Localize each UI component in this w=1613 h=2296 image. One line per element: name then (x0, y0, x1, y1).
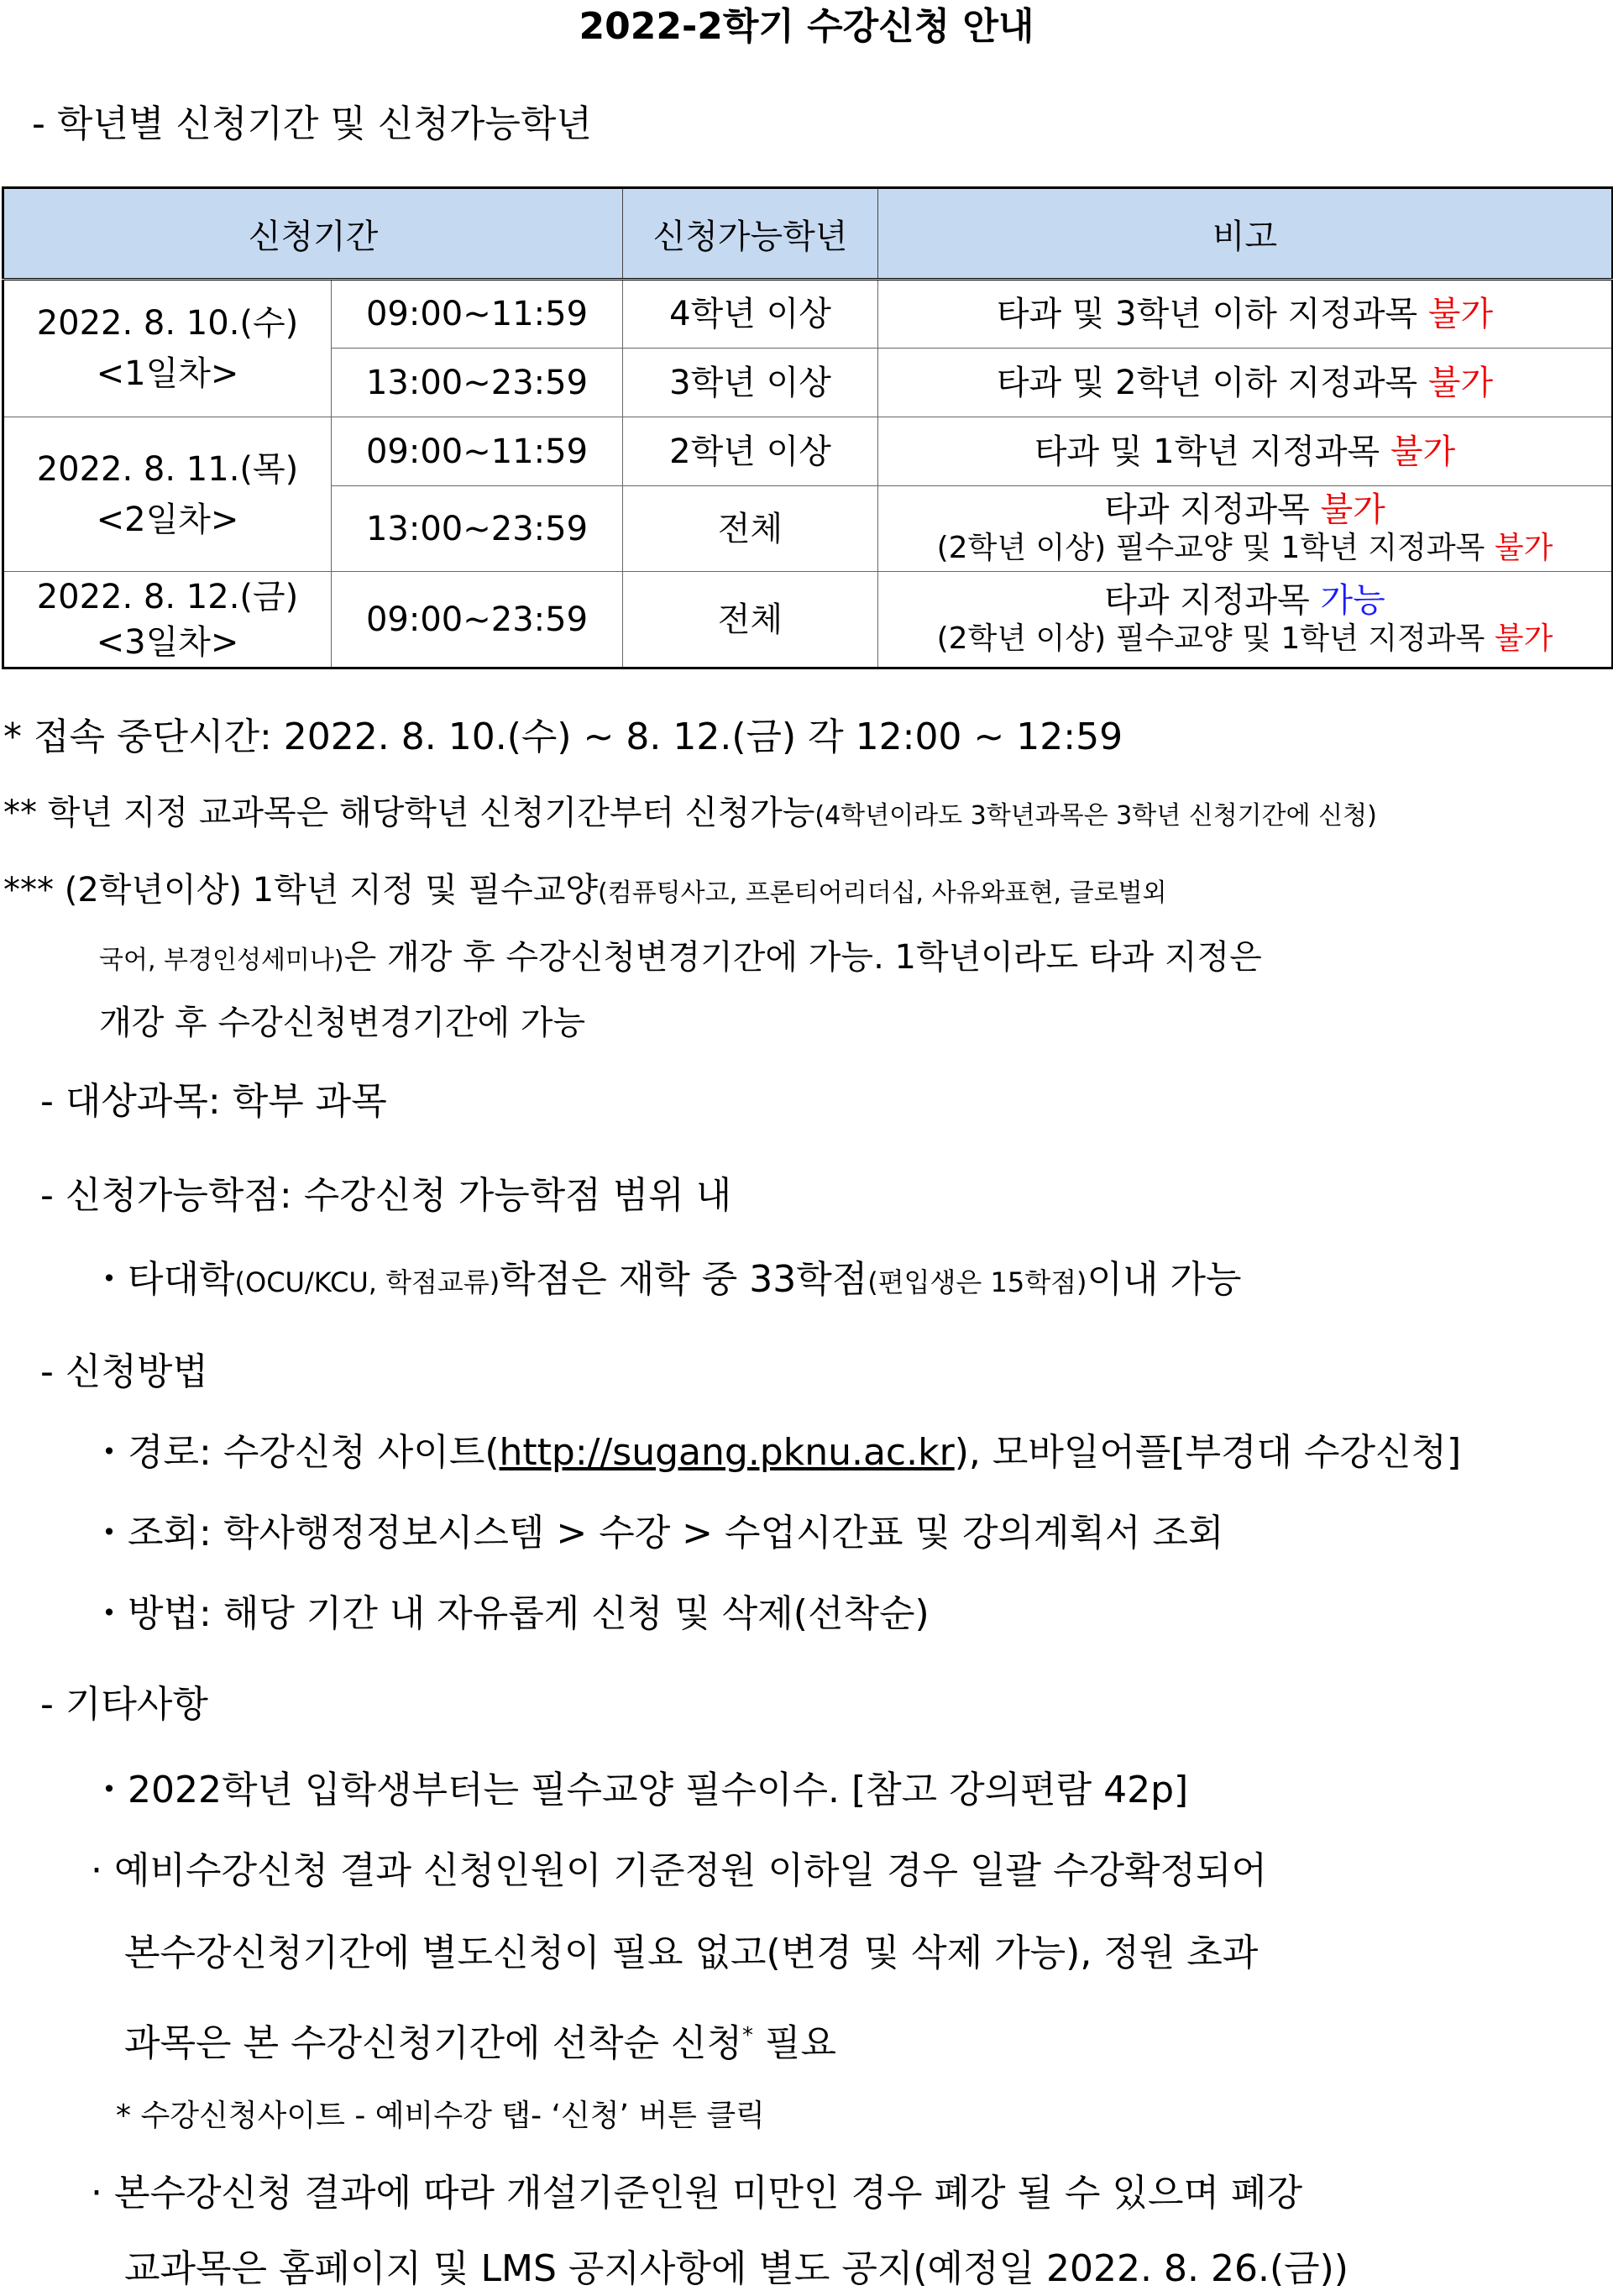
day-cell (3, 280, 332, 417)
grade-cell: 4학년 이상 (623, 280, 878, 349)
time-cell: 09:00~11:59 (332, 417, 623, 486)
day-cell (3, 572, 332, 668)
note-required-liberal-l2 (99, 934, 1262, 984)
note-small: (4학년이라도 3학년과목은 3학년 신청기간에 신청) (814, 801, 1377, 831)
status-text: 가능 (1320, 580, 1385, 620)
note-small: 국어, 부경인성세미나) (99, 946, 344, 975)
section-heading-schedule: - 학년별 신청기간 및 신청가능학년 (32, 102, 592, 145)
method-lookup: ・조회: 학사행정정보시스템 > 수강 > 수업시간표 및 강의계획서 조회 (91, 1512, 1224, 1554)
header-period: 신청기간 (3, 188, 623, 280)
note-text: 타과 및 2학년 이하 지정과목 (996, 363, 1428, 402)
status-text-2: 불가 (1494, 530, 1553, 565)
credit-text: 학점은 재학 중 33학점 (500, 1258, 868, 1301)
day-cell (3, 417, 332, 572)
credit-small: (OCU/KCU, 학점교류) (234, 1266, 500, 1298)
table-row (3, 572, 1613, 668)
credits-heading: - 신청가능학점: 수강신청 가능학점 범위 내 (40, 1174, 732, 1217)
note-cell (878, 280, 1613, 349)
note-text: 타과 및 3학년 이하 지정과목 (996, 295, 1428, 333)
credit-small: (편입생은 15학점) (867, 1266, 1087, 1298)
note-required-liberal (3, 867, 1167, 917)
day-label: <1일차> (96, 354, 239, 393)
status-text: 불가 (1427, 363, 1494, 402)
etc-bullet-2-l2: 본수강신청기간에 별도신청이 필요 없고(변경 및 삭제 가능), 정원 초과 (124, 1932, 1259, 1974)
day-date: 2022. 8. 12.(금) (36, 577, 299, 616)
note-text-2: (2학년 이상) 필수교양 및 1학년 지정과목 (936, 621, 1495, 656)
note-small: (컴퓨팅사고, 프론티어리더십, 사유와표현, 글로벌외 (598, 878, 1167, 908)
etc-bullet-1: ・2022학년 입학생부터는 필수교양 필수이수. [참고 강의편람 42p] (91, 1769, 1189, 1811)
note-required-liberal-l3: 개강 후 수강신청변경기간에 가능 (99, 1004, 586, 1042)
note-main: 은 개강 후 수강신청변경기간에 가능. 1학년이라도 타과 지정은 (343, 938, 1262, 977)
etc-heading: - 기타사항 (40, 1683, 208, 1726)
status-text: 불가 (1320, 490, 1385, 529)
grade-cell: 전체 (623, 486, 878, 572)
method-route (91, 1428, 1461, 1478)
header-grade: 신청가능학년 (623, 188, 878, 280)
credits-item (91, 1255, 1242, 1308)
route-text: ・경로: 수강신청 사이트( (91, 1431, 500, 1474)
day-date: 2022. 8. 10.(수) (36, 304, 299, 343)
etc-bullet-2-l1: · 예비수강신청 결과 신청인원이 기준정원 이하일 경우 일괄 수강확정되어 (91, 1849, 1267, 1892)
table-row (3, 280, 1613, 349)
status-text: 불가 (1390, 432, 1456, 471)
note-cell (878, 417, 1613, 486)
schedule-table (2, 186, 1613, 669)
grade-cell: 전체 (623, 572, 878, 668)
note-cell (878, 572, 1613, 668)
note-text: 타과 및 1학년 지정과목 (1034, 432, 1390, 471)
credit-text: ・타대학 (91, 1258, 235, 1301)
time-cell: 13:00~23:59 (332, 486, 623, 572)
note-cell (878, 486, 1613, 572)
sugang-site-link[interactable]: http://sugang.pknu.ac.kr (499, 1431, 955, 1474)
table-header-row (3, 188, 1613, 280)
method-heading: - 신청방법 (40, 1350, 208, 1393)
day-label: <2일차> (96, 500, 239, 539)
grade-cell: 3학년 이상 (623, 349, 878, 417)
header-note: 비고 (878, 188, 1613, 280)
note-cell (878, 349, 1613, 417)
etc-bullet-3-l2: 교과목은 홈페이지 및 LMS 공지사항에 별도 공지(예정일 2022. 8. 26.(금)) (124, 2247, 1349, 2290)
note-text: 타과 지정과목 (1104, 580, 1321, 620)
method-how: ・방법: 해당 기간 내 자유롭게 신청 및 삭제(선착순) (91, 1592, 930, 1635)
day-label: <3일차> (96, 622, 239, 662)
subjects-heading: - 대상과목: 학부 과목 (40, 1080, 387, 1123)
etc-bullet-3-l1: · 본수강신청 결과에 따라 개설기준인원 미만인 경우 폐강 될 수 있으며 폐강 (91, 2172, 1302, 2215)
credit-text: 이내 가능 (1087, 1258, 1242, 1301)
etc-footnote: * 수강신청사이트 - 예비수강 탭- ‘신청’ 버튼 클릭 (116, 2099, 765, 2133)
note-connection-downtime: * 접속 중단시간: 2022. 8. 10.(수) ~ 8. 12.(금) 각 12:00 ~ 12:59 (3, 716, 1123, 758)
note-text-2: (2학년 이상) 필수교양 및 1학년 지정과목 (936, 530, 1495, 565)
grade-cell: 2학년 이상 (623, 417, 878, 486)
page-title: 2022-2학기 수강신청 안내 (579, 5, 1034, 48)
note-main: ** 학년 지정 교과목은 해당학년 신청기간부터 신청가능 (3, 794, 815, 832)
route-text: ), 모바일어플[부경대 수강신청] (954, 1431, 1462, 1474)
time-cell: 09:00~11:59 (332, 280, 623, 349)
status-text: 불가 (1427, 295, 1494, 333)
bullet-text: 과목은 본 수강신청기간에 선착순 신청 (124, 2021, 743, 2065)
etc-bullet-2-l3 (124, 2010, 836, 2069)
note-text: 타과 지정과목 (1104, 490, 1321, 529)
bullet-text: 필요 (753, 2021, 837, 2065)
time-cell: 13:00~23:59 (332, 349, 623, 417)
time-cell: 09:00~23:59 (332, 572, 623, 668)
note-main: *** (2학년이상) 1학년 지정 및 필수교양 (3, 871, 599, 909)
table-row (3, 417, 1613, 486)
footnote-mark: * (742, 2023, 754, 2048)
day-date: 2022. 8. 11.(목) (36, 449, 299, 489)
note-grade-subject (3, 789, 1377, 840)
status-text-2: 불가 (1494, 621, 1553, 656)
